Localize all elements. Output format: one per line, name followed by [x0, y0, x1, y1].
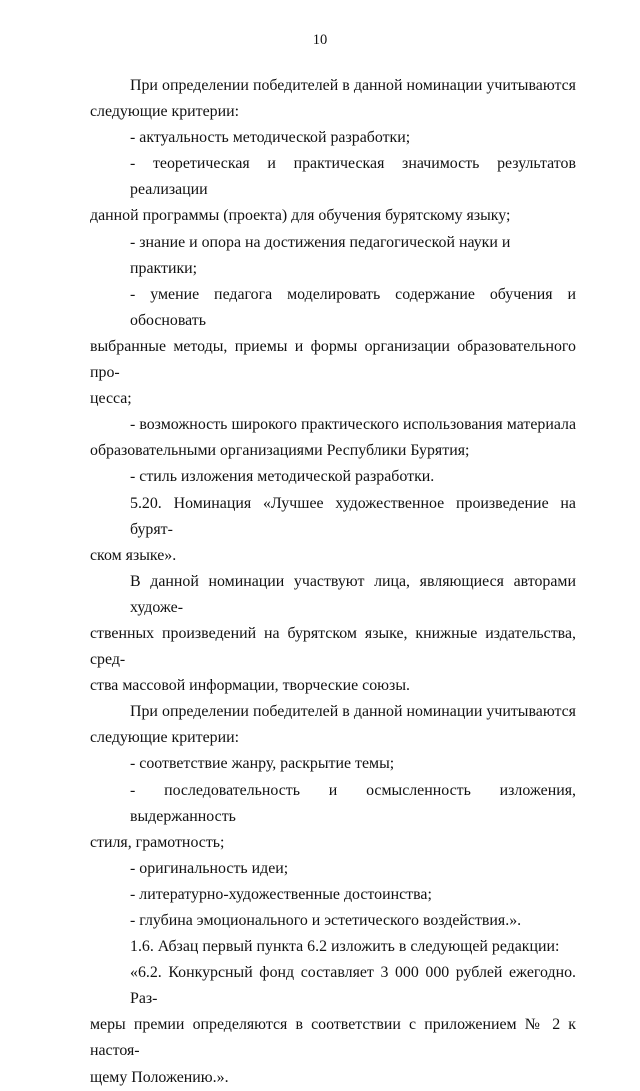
paragraph-line: - соответствие жанру, раскрытие темы; — [130, 755, 395, 773]
paragraph-line: - последовательность и осмысленность изложения, выдержанность — [130, 781, 576, 825]
paragraph — [90, 908, 576, 934]
paragraph-line: «6.2. Конкурсный фонд составляет 3 000 000 рублей ежегодно. Раз- — [130, 964, 576, 1008]
paragraph — [90, 412, 576, 464]
paragraph-line: - оригинальность идеи; — [130, 859, 289, 877]
paragraph-line: - умение педагога моделировать содержание обучения и обосновать — [130, 285, 576, 329]
paragraph — [90, 856, 576, 882]
paragraph — [90, 778, 576, 856]
paragraph — [90, 125, 576, 151]
paragraph — [90, 960, 576, 1090]
paragraph-line: - актуальность методической разработки; — [130, 129, 411, 147]
paragraph-line: - стиль изложения методической разработки. — [130, 468, 435, 486]
paragraph — [90, 699, 576, 751]
paragraph — [90, 230, 576, 282]
paragraph-line: При определении победителей в данной номинации учитываются — [130, 703, 576, 721]
paragraph-line: 1.6. Абзац первый пункта 6.2 изложить в следующей редакции: — [130, 938, 560, 956]
paragraph-line: - глубина эмоционального и эстетического воздействия.». — [130, 912, 522, 929]
paragraph-line: - литературно-художественные достоинства; — [130, 885, 432, 903]
page-number: 10 — [312, 32, 328, 48]
paragraph-line: - знание и опора на достижения педагогической науки и практики; — [130, 233, 511, 277]
paragraph — [90, 282, 576, 412]
paragraph-line: В данной номинации участвуют лица, являющиеся авторами художе- — [130, 572, 576, 616]
paragraph-line: - теоретическая и практическая значимость результатов реализации — [130, 155, 576, 199]
paragraph — [90, 73, 576, 125]
paragraph-line: цесса; — [90, 390, 132, 408]
paragraph-line: ском языке». — [90, 546, 177, 564]
paragraph-line: щему Положению.». — [90, 1068, 229, 1086]
paragraph — [90, 151, 576, 229]
paragraph-line: 5.20. Номинация «Лучшее художественное произведение на бурят- — [130, 494, 576, 538]
paragraph — [90, 751, 576, 777]
paragraph-line: выбранные методы, приемы и формы организации образовательного про- — [90, 337, 576, 382]
paragraph — [90, 491, 576, 569]
paragraph-line: следующие критерии: — [90, 729, 240, 747]
paragraph-line: меры премии определяются в соответствии с приложением № 2 к настоя- — [90, 1016, 576, 1060]
paragraph-line: следующие критерии: — [90, 103, 240, 121]
paragraph — [90, 464, 576, 490]
paragraph — [90, 934, 576, 960]
paragraph-line: ственных произведений на бурятском языке, книжные издательства, сред- — [90, 624, 576, 669]
paragraph-line: стиля, грамотность; — [90, 833, 225, 851]
paragraph-line: данной программы (проекта) для обучения бурятскому языку; — [90, 207, 511, 225]
paragraph-line: образовательными организациями Республики Бурятия; — [90, 442, 470, 460]
paragraph-line: При определении победителей в данной номинации учитываются — [130, 77, 576, 94]
paragraph-line: ства массовой информации, творческие союзы. — [90, 677, 410, 695]
document-body — [90, 73, 576, 1091]
paragraph — [90, 569, 576, 699]
paragraph — [90, 882, 576, 908]
paragraph-line: - возможность широкого практического использования материала — [130, 416, 576, 434]
